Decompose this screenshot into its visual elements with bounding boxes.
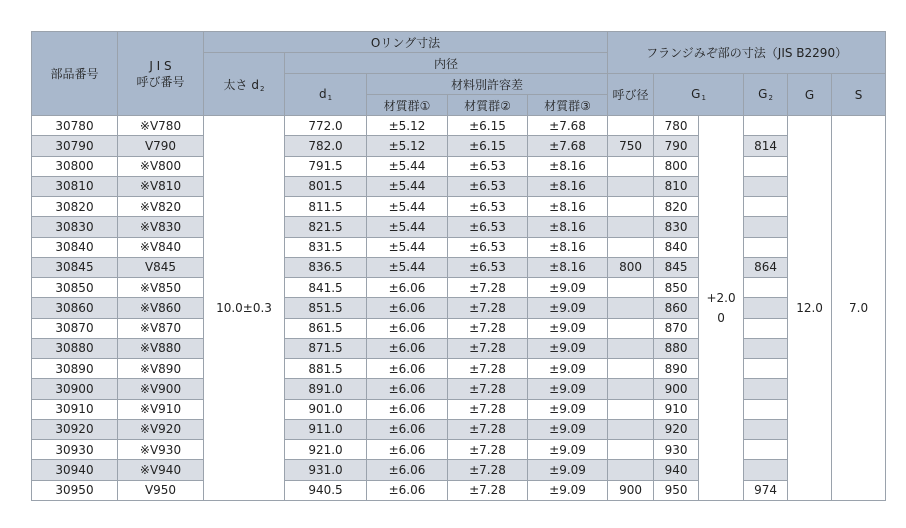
cell-nominal-diam (608, 237, 654, 257)
g1-tolerance-lower: 0 (717, 311, 725, 325)
cell-g-value: 12.0 (788, 116, 832, 501)
header-jis-line1: J I S (149, 58, 172, 73)
cell-part-no: 30840 (32, 237, 118, 257)
cell-jis-nominal: ※V840 (118, 237, 204, 257)
header-d1-sub: 1 (327, 94, 333, 102)
cell-nominal-diam: 750 (608, 136, 654, 156)
cell-jis-nominal: ※V940 (118, 460, 204, 480)
cell-g2 (744, 338, 788, 358)
table-row (32, 217, 886, 237)
cell-jis-nominal: ※V870 (118, 318, 204, 338)
cell-part-no: 30950 (32, 480, 118, 501)
cell-d1: 782.0 (285, 136, 367, 156)
header-jis-line2: 呼び番号 (136, 74, 185, 89)
cell-mat3-tolerance: ±9.09 (528, 278, 608, 298)
cell-nominal-diam: 800 (608, 257, 654, 277)
cell-nominal-diam: 900 (608, 480, 654, 501)
cell-g1: 920 (654, 419, 699, 439)
cell-g1: 810 (654, 176, 699, 196)
table-row (32, 460, 886, 480)
cell-d1: 831.5 (285, 237, 367, 257)
cell-g1: 950 (654, 480, 699, 501)
header-g1-label: G (691, 87, 701, 101)
cell-mat1-tolerance: ±5.44 (367, 197, 448, 217)
cell-g1: 845 (654, 257, 699, 277)
cell-g1: 790 (654, 136, 699, 156)
header-d1 (285, 74, 367, 116)
cell-mat2-tolerance: ±6.53 (448, 156, 528, 176)
table-row (32, 176, 886, 196)
cell-d1: 821.5 (285, 217, 367, 237)
cell-part-no: 30830 (32, 217, 118, 237)
cell-mat1-tolerance: ±6.06 (367, 480, 448, 501)
header-g2-sub: 2 (768, 94, 773, 102)
cell-mat3-tolerance: ±7.68 (528, 136, 608, 156)
cell-part-no: 30820 (32, 197, 118, 217)
cell-d1: 772.0 (285, 116, 367, 136)
cell-g1: 900 (654, 379, 699, 399)
cell-mat3-tolerance: ±9.09 (528, 298, 608, 318)
cell-mat1-tolerance: ±6.06 (367, 419, 448, 439)
table-row (32, 136, 886, 156)
header-tolerance: 材料別許容差 (367, 74, 608, 95)
cell-part-no: 30810 (32, 176, 118, 196)
cell-nominal-diam (608, 318, 654, 338)
cell-mat1-tolerance: ±6.06 (367, 318, 448, 338)
header-nominal: 呼び径 (608, 74, 654, 116)
cell-jis-nominal: ※V800 (118, 156, 204, 176)
cell-d1: 881.5 (285, 359, 367, 379)
header-mat2: 材質群② (448, 95, 528, 116)
cell-d1: 851.5 (285, 298, 367, 318)
cell-jis-nominal: ※V890 (118, 359, 204, 379)
cell-g2: 814 (744, 136, 788, 156)
cell-mat3-tolerance: ±9.09 (528, 460, 608, 480)
cell-g2 (744, 197, 788, 217)
cell-g2 (744, 419, 788, 439)
cell-mat2-tolerance: ±7.28 (448, 399, 528, 419)
cell-g1: 830 (654, 217, 699, 237)
cell-jis-nominal: ※V780 (118, 116, 204, 136)
cell-g2 (744, 156, 788, 176)
header-flange-dims: フランジみぞ部の寸法（JIS B2290） (608, 32, 886, 74)
cell-jis-nominal: ※V850 (118, 278, 204, 298)
cell-part-no: 30940 (32, 460, 118, 480)
header-g2 (744, 74, 788, 116)
cell-mat2-tolerance: ±6.53 (448, 197, 528, 217)
cell-mat3-tolerance: ±8.16 (528, 176, 608, 196)
cell-g2 (744, 460, 788, 480)
cell-g2 (744, 237, 788, 257)
cell-g2 (744, 298, 788, 318)
cell-part-no: 30870 (32, 318, 118, 338)
cell-mat1-tolerance: ±5.44 (367, 176, 448, 196)
cell-d1: 901.0 (285, 399, 367, 419)
cell-mat2-tolerance: ±7.28 (448, 419, 528, 439)
cell-part-no: 30800 (32, 156, 118, 176)
cell-d1: 801.5 (285, 176, 367, 196)
cell-nominal-diam (608, 156, 654, 176)
cell-mat1-tolerance: ±5.12 (367, 116, 448, 136)
table-row (32, 298, 886, 318)
cell-jis-nominal: ※V930 (118, 440, 204, 460)
cell-mat3-tolerance: ±9.09 (528, 359, 608, 379)
cell-part-no: 30890 (32, 359, 118, 379)
cell-mat2-tolerance: ±6.53 (448, 217, 528, 237)
cell-part-no: 30930 (32, 440, 118, 460)
cell-d1: 931.0 (285, 460, 367, 480)
cell-mat3-tolerance: ±9.09 (528, 419, 608, 439)
cell-mat2-tolerance: ±7.28 (448, 480, 528, 501)
header-mat3: 材質群③ (528, 95, 608, 116)
cell-d1: 911.0 (285, 419, 367, 439)
header-g2-label: G (758, 87, 768, 101)
table-row (32, 480, 886, 501)
table-row (32, 257, 886, 277)
cell-mat2-tolerance: ±7.28 (448, 298, 528, 318)
table-row (32, 197, 886, 217)
header-oring-dims: Oリング寸法 (204, 32, 608, 53)
cell-jis-nominal: V950 (118, 480, 204, 501)
table-row (32, 318, 886, 338)
cell-mat1-tolerance: ±6.06 (367, 278, 448, 298)
cell-nominal-diam (608, 278, 654, 298)
header-d1-label: d (318, 87, 327, 101)
cell-jis-nominal: ※V810 (118, 176, 204, 196)
cell-mat3-tolerance: ±8.16 (528, 257, 608, 277)
cell-part-no: 30860 (32, 298, 118, 318)
cell-mat2-tolerance: ±6.53 (448, 176, 528, 196)
cell-mat1-tolerance: ±6.06 (367, 298, 448, 318)
header-thickness (204, 53, 285, 116)
cell-mat2-tolerance: ±6.15 (448, 116, 528, 136)
cell-nominal-diam (608, 379, 654, 399)
cell-mat2-tolerance: ±7.28 (448, 379, 528, 399)
cell-g2: 974 (744, 480, 788, 501)
cell-nominal-diam (608, 176, 654, 196)
cell-part-no: 30780 (32, 116, 118, 136)
cell-g1: 860 (654, 298, 699, 318)
cell-g2 (744, 176, 788, 196)
cell-mat3-tolerance: ±9.09 (528, 440, 608, 460)
cell-g2: 864 (744, 257, 788, 277)
table-row (32, 278, 886, 298)
cell-part-no: 30910 (32, 399, 118, 419)
cell-g2 (744, 217, 788, 237)
cell-d1: 940.5 (285, 480, 367, 501)
cell-mat1-tolerance: ±6.06 (367, 460, 448, 480)
cell-part-no: 30845 (32, 257, 118, 277)
cell-g1: 910 (654, 399, 699, 419)
cell-g1: 880 (654, 338, 699, 358)
cell-mat1-tolerance: ±6.06 (367, 359, 448, 379)
cell-d1: 836.5 (285, 257, 367, 277)
cell-g2 (744, 359, 788, 379)
cell-part-no: 30900 (32, 379, 118, 399)
header-inner-diam: 内径 (285, 53, 608, 74)
cell-nominal-diam (608, 197, 654, 217)
cell-d1: 811.5 (285, 197, 367, 217)
cell-nominal-diam (608, 440, 654, 460)
cell-g1: 800 (654, 156, 699, 176)
cell-part-no: 30850 (32, 278, 118, 298)
cell-d1: 891.0 (285, 379, 367, 399)
header-s: S (832, 74, 886, 116)
cell-mat1-tolerance: ±5.44 (367, 237, 448, 257)
table-row (32, 379, 886, 399)
cell-nominal-diam (608, 298, 654, 318)
cell-nominal-diam (608, 399, 654, 419)
oring-dimension-table (31, 31, 886, 501)
table-row (32, 116, 886, 136)
cell-mat3-tolerance: ±9.09 (528, 318, 608, 338)
cell-nominal-diam (608, 217, 654, 237)
cell-mat2-tolerance: ±6.15 (448, 136, 528, 156)
cell-d1: 791.5 (285, 156, 367, 176)
cell-mat1-tolerance: ±6.06 (367, 379, 448, 399)
cell-mat2-tolerance: ±7.28 (448, 460, 528, 480)
cell-mat2-tolerance: ±6.53 (448, 237, 528, 257)
cell-g1: 820 (654, 197, 699, 217)
cell-thickness-value: 10.0±0.3 (204, 116, 285, 501)
cell-mat3-tolerance: ±9.09 (528, 379, 608, 399)
cell-g1: 780 (654, 116, 699, 136)
cell-mat3-tolerance: ±9.09 (528, 338, 608, 358)
header-g1-sub: 1 (701, 94, 706, 102)
cell-jis-nominal: ※V900 (118, 379, 204, 399)
cell-mat1-tolerance: ±5.44 (367, 217, 448, 237)
cell-g2 (744, 278, 788, 298)
cell-nominal-diam (608, 338, 654, 358)
cell-nominal-diam (608, 116, 654, 136)
cell-d1: 861.5 (285, 318, 367, 338)
cell-mat2-tolerance: ±7.28 (448, 318, 528, 338)
cell-jis-nominal: V845 (118, 257, 204, 277)
cell-g1: 940 (654, 460, 699, 480)
table-row (32, 237, 886, 257)
cell-mat1-tolerance: ±6.06 (367, 440, 448, 460)
cell-g1: 890 (654, 359, 699, 379)
cell-g1: 850 (654, 278, 699, 298)
cell-g1: 840 (654, 237, 699, 257)
cell-d1: 921.0 (285, 440, 367, 460)
header-part-no: 部品番号 (32, 32, 118, 116)
cell-mat3-tolerance: ±8.16 (528, 237, 608, 257)
cell-g1: 930 (654, 440, 699, 460)
cell-g2 (744, 318, 788, 338)
cell-jis-nominal: ※V860 (118, 298, 204, 318)
cell-mat1-tolerance: ±5.12 (367, 136, 448, 156)
cell-mat2-tolerance: ±7.28 (448, 359, 528, 379)
cell-jis-nominal: ※V830 (118, 217, 204, 237)
cell-g1: 870 (654, 318, 699, 338)
cell-mat1-tolerance: ±5.44 (367, 257, 448, 277)
cell-nominal-diam (608, 419, 654, 439)
cell-jis-nominal: V790 (118, 136, 204, 156)
table-body (32, 116, 886, 501)
table-row (32, 156, 886, 176)
cell-d1: 871.5 (285, 338, 367, 358)
cell-g2 (744, 116, 788, 136)
cell-nominal-diam (608, 460, 654, 480)
table-row (32, 399, 886, 419)
cell-mat1-tolerance: ±6.06 (367, 338, 448, 358)
header-jis-nominal (118, 32, 204, 116)
header-mat1: 材質群① (367, 95, 448, 116)
header-thickness-label: 太さ d (223, 77, 259, 92)
cell-mat2-tolerance: ±7.28 (448, 278, 528, 298)
header-g: G (788, 74, 832, 116)
table-row (32, 419, 886, 439)
cell-jis-nominal: ※V910 (118, 399, 204, 419)
cell-g2 (744, 399, 788, 419)
cell-mat3-tolerance: ±9.09 (528, 480, 608, 501)
table-row (32, 338, 886, 358)
cell-mat2-tolerance: ±6.53 (448, 257, 528, 277)
cell-jis-nominal: ※V920 (118, 419, 204, 439)
cell-mat1-tolerance: ±6.06 (367, 399, 448, 419)
cell-part-no: 30880 (32, 338, 118, 358)
cell-g1-tolerance (699, 116, 744, 501)
cell-g2 (744, 440, 788, 460)
header-thickness-sub: 2 (259, 84, 265, 93)
table-row (32, 440, 886, 460)
cell-jis-nominal: ※V820 (118, 197, 204, 217)
cell-mat2-tolerance: ±7.28 (448, 440, 528, 460)
cell-mat3-tolerance: ±8.16 (528, 156, 608, 176)
cell-mat3-tolerance: ±9.09 (528, 399, 608, 419)
cell-g2 (744, 379, 788, 399)
cell-s-value: 7.0 (832, 116, 886, 501)
g1-tolerance-upper: +2.0 (706, 291, 736, 305)
cell-jis-nominal: ※V880 (118, 338, 204, 358)
cell-part-no: 30920 (32, 419, 118, 439)
cell-mat2-tolerance: ±7.28 (448, 338, 528, 358)
cell-part-no: 30790 (32, 136, 118, 156)
cell-d1: 841.5 (285, 278, 367, 298)
table-row (32, 359, 886, 379)
header-g1 (654, 74, 744, 116)
cell-mat1-tolerance: ±5.44 (367, 156, 448, 176)
cell-mat3-tolerance: ±7.68 (528, 116, 608, 136)
cell-mat3-tolerance: ±8.16 (528, 197, 608, 217)
cell-mat3-tolerance: ±8.16 (528, 217, 608, 237)
cell-nominal-diam (608, 359, 654, 379)
